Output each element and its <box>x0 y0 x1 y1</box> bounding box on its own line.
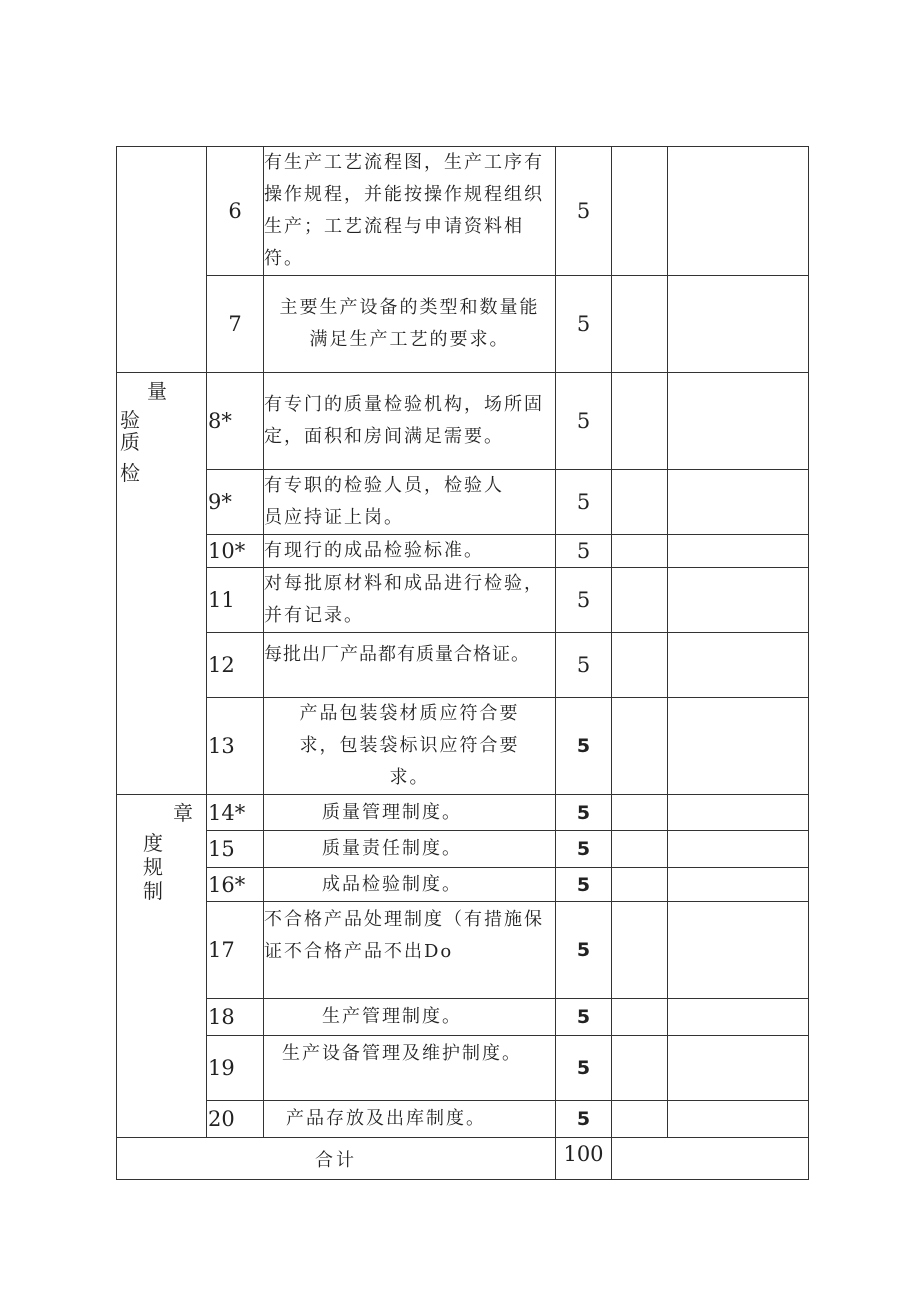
item-score: 5 <box>556 999 612 1036</box>
total-row <box>117 1138 809 1180</box>
item-score: 5 <box>556 633 612 698</box>
table-row <box>117 1101 809 1138</box>
table-row <box>117 276 809 373</box>
empty-cell <box>612 147 668 276</box>
item-number: 18 <box>207 999 264 1036</box>
empty-cell <box>668 535 809 568</box>
item-score: 5 <box>556 698 612 795</box>
empty-cell <box>612 902 668 999</box>
item-score: 5 <box>556 831 612 868</box>
item-requirement: 有专职的检验人员，检验人员应持证上岗。 <box>264 470 556 535</box>
item-number: 8* <box>207 373 264 470</box>
empty-cell <box>668 568 809 633</box>
item-score: 5 <box>556 1101 612 1138</box>
table-row <box>117 795 809 831</box>
item-score: 5 <box>556 795 612 831</box>
item-requirement: 产品存放及出库制度。 <box>264 1101 556 1138</box>
total-label: 合计 <box>117 1138 556 1180</box>
category-cell-production <box>117 147 207 373</box>
category-cell-rules <box>117 795 207 1138</box>
empty-cell <box>668 698 809 795</box>
item-requirement: 有生产工艺流程图，生产工序有操作规程，并能按操作规程组织生产；工艺流程与申请资料相符。 <box>264 147 556 276</box>
item-score: 5 <box>556 902 612 999</box>
total-score: 100 <box>556 1138 612 1180</box>
item-score: 5 <box>556 470 612 535</box>
item-number: 7 <box>207 276 264 373</box>
item-requirement: 成品检验制度。 <box>264 868 556 902</box>
empty-cell <box>612 795 668 831</box>
item-requirement: 质量责任制度。 <box>264 831 556 868</box>
item-number: 17 <box>207 902 264 999</box>
item-number: 14* <box>207 795 264 831</box>
empty-cell <box>612 831 668 868</box>
item-number: 13 <box>207 698 264 795</box>
item-number: 11 <box>207 568 264 633</box>
assessment-table <box>116 146 809 1180</box>
item-number: 20 <box>207 1101 264 1138</box>
table-row <box>117 470 809 535</box>
item-number: 12 <box>207 633 264 698</box>
empty-cell <box>668 999 809 1036</box>
empty-cell <box>668 902 809 999</box>
empty-cell <box>668 633 809 698</box>
item-requirement: 有专门的质量检验机构，场所固定，面积和房间满足需要。 <box>264 373 556 470</box>
item-number: 19 <box>207 1036 264 1101</box>
empty-cell <box>612 999 668 1036</box>
empty-cell <box>612 1138 809 1180</box>
item-score: 5 <box>556 535 612 568</box>
category-line: 度 <box>143 831 163 855</box>
item-number: 6 <box>207 147 264 276</box>
empty-cell <box>612 698 668 795</box>
item-score: 5 <box>556 1036 612 1101</box>
table-row <box>117 698 809 795</box>
item-requirement: 每批出厂产品都有质量合格证。 <box>264 633 556 698</box>
empty-cell <box>612 568 668 633</box>
category-cell-quality <box>117 373 207 795</box>
empty-cell <box>612 1101 668 1138</box>
item-requirement: 质量管理制度。 <box>264 795 556 831</box>
empty-cell <box>668 831 809 868</box>
table-row <box>117 535 809 568</box>
empty-cell <box>668 1101 809 1138</box>
item-score: 5 <box>556 373 612 470</box>
empty-cell <box>668 868 809 902</box>
empty-cell <box>668 795 809 831</box>
empty-cell <box>612 1036 668 1101</box>
table-row <box>117 1036 809 1101</box>
item-requirement: 生产设备管理及维护制度。 <box>264 1036 556 1101</box>
item-number: 10* <box>207 535 264 568</box>
item-requirement: 对每批原材料和成品进行检验，并有记录。 <box>264 568 556 633</box>
table-row <box>117 831 809 868</box>
category-line: 量 <box>147 379 167 403</box>
empty-cell <box>668 276 809 373</box>
category-line: 检 <box>120 461 140 485</box>
table-row <box>117 999 809 1036</box>
item-score: 5 <box>556 868 612 902</box>
item-score: 5 <box>556 568 612 633</box>
empty-cell <box>612 470 668 535</box>
item-requirement: 主要生产设备的类型和数量能满足生产工艺的要求。 <box>264 276 556 373</box>
item-number: 9* <box>207 470 264 535</box>
empty-cell <box>612 633 668 698</box>
table-row <box>117 868 809 902</box>
table-row <box>117 373 809 470</box>
item-requirement: 产品包装袋材质应符合要求，包装袋标识应符合要求。 <box>264 698 556 795</box>
table-row <box>117 633 809 698</box>
category-line: 制 <box>143 879 163 903</box>
empty-cell <box>668 147 809 276</box>
item-number: 16* <box>207 868 264 902</box>
item-requirement: 有现行的成品检验标准。 <box>264 535 556 568</box>
table-row <box>117 147 809 276</box>
table-row <box>117 902 809 999</box>
empty-cell <box>612 868 668 902</box>
item-score: 5 <box>556 147 612 276</box>
empty-cell <box>668 1036 809 1101</box>
category-line: 章 <box>173 801 193 825</box>
table-row <box>117 568 809 633</box>
item-requirement: 生产管理制度。 <box>264 999 556 1036</box>
item-requirement: 不合格产品处理制度（有措施保证不合格产品不出Do <box>264 902 556 999</box>
empty-cell <box>612 373 668 470</box>
item-number: 15 <box>207 831 264 868</box>
category-line: 规 <box>143 855 163 879</box>
empty-cell <box>668 470 809 535</box>
category-line: 验质 <box>120 408 140 454</box>
empty-cell <box>612 276 668 373</box>
item-score: 5 <box>556 276 612 373</box>
empty-cell <box>612 535 668 568</box>
empty-cell <box>668 373 809 470</box>
